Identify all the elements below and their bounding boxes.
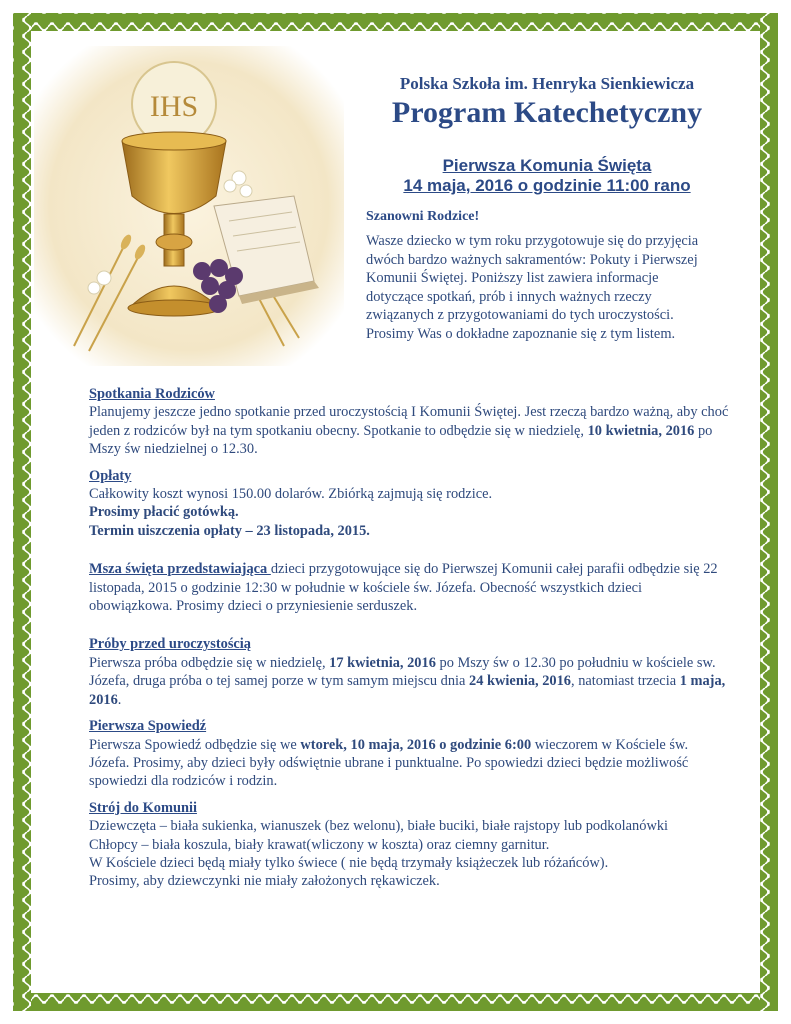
section-text: . [117,691,122,708]
event-date: 14 maja, 2016 o godzinie 11:00 rano [403,176,691,195]
host-inscription: IHS [149,90,199,123]
attire-line: Prosimy, aby dziewczynki nie miały założonych rękawiczek. [89,873,440,890]
intro-paragraph: Wasze dziecko w tym roku przygotowuje się do przyjęcia dwóch bardzo ważnych sakramentów: Pokuty i Pierwszej Komunii Świętej. Poniższy list zawiera informacje dotyczące spotkań, prób i innych ważnych rzeczy związanych z przygotowaniami do tych uroczystości. Prosimy Was o dokładne zapoznanie się z tym listem. [366,233,699,342]
section-parent-meetings [89,385,729,459]
letter-header [352,74,742,196]
section-text: Pierwsza Spowiedź odbędzie się we [89,736,301,753]
attire-line: W Kościele dzieci będą miały tylko świece ( nie będą trzymały książeczek lub różańców). [89,854,609,871]
section-attire [89,799,729,891]
attire-line: Dziewczęta – biała sukienka, wianuszek (bez welonu), białe buciki, białe rajstopy lub podkolanówki [89,818,669,835]
section-heading: Pierwsza Spowiedź [89,718,207,735]
section-rehearsals [89,635,729,709]
section-fees [89,467,729,541]
section-text: dzieci przygotowujące się do Pierwszej Komunii całej parafii odbędzie się 22 listopada, 2015 o godzinie 12:30 w południe w kościele św. Józefa. Obecność wszystkich dzieci obowiązkowa. Prosimy dzieci o przyniesienie serduszek. [89,561,718,615]
rehearsal-date: 24 kwienia, 2016 [469,673,571,690]
section-heading: Strój do Komunii [89,799,197,816]
rehearsal-date: 17 kwietnia, 2016 [329,654,436,671]
section-text: Całkowity koszt wynosi 150.00 dolarów. Zbiórką zajmują się rodzice. [89,486,493,503]
payment-deadline: Termin uiszczenia opłaty – 23 listopada, 2015. [89,522,370,539]
meeting-date: 10 kwietnia, 2016 [587,422,695,439]
event-name: Pierwsza Komunia Święta [442,156,652,175]
greeting: Szanowni Rodzice! [366,209,480,224]
section-text: Pierwsza próba odbędzie się w niedzielę, [89,654,330,671]
section-heading: Próby przed uroczystością [89,636,251,653]
section-text: Planujemy jeszcze jedno spotkanie przed uroczystością I Komunii Świętej. Jest rzeczą bardzo ważną, aby choć jeden z rodziców był na tym spotkaniu obecny. Spotkanie to odbędzie się w niedzielę, [89,404,729,439]
rehearsal-date: 1 maja, 2016 [89,673,726,708]
section-text: po Mszy św niedzielnej o 12.30. [89,422,713,458]
program-title: Program Katechetyczny [391,96,703,129]
section-heading: Opłaty [89,467,132,484]
cash-note: Prosimy płacić gotówką. [89,504,239,521]
school-name: Polska Szkoła im. Henryka Sienkiewicza [399,74,695,93]
section-heading: Msza święta przedstawiająca [89,561,271,578]
section-heading: Spotkania Rodziców [89,386,215,402]
confession-date: wtorek, 10 maja, 2016 o godzinie 6:00 [300,736,532,753]
attire-line: Chłopcy – biała koszula, biały krawat(wliczony w koszta) oraz ciemny garnitur. [89,836,550,853]
section-text: po Mszy św o 12.30 po południu w kościele sw. Józefa, druga próba o tej samej porze w tym samym miejscu dnia [89,654,716,690]
section-text: , natomiast trzecia [571,673,680,690]
chalice-illustration [34,46,344,366]
section-text: wieczorem w Kościele św. Józefa. Prosimy, aby dzieci były odświętnie ubrane i punktualne. Po spowiedzi dzieci będzie możliwość spowiedzi dla rodziców i rodzin. [89,736,689,790]
section-first-confession [89,717,729,791]
letter-body [89,385,729,899]
section-presentation-mass [89,560,729,615]
